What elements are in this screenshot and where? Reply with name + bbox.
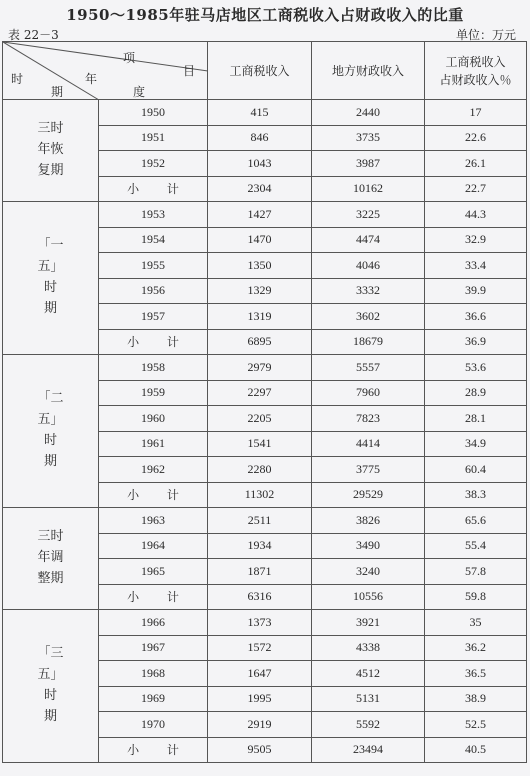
ratio-cell: 65.6 — [425, 508, 527, 534]
fiscal-revenue-cell: 5131 — [312, 686, 425, 712]
header-corner-shi: 时 — [11, 72, 24, 86]
subtotal-ratio-cell: 59.8 — [425, 584, 527, 610]
tax-revenue-cell: 2511 — [208, 508, 312, 534]
subtotal-ratio-cell: 22.7 — [425, 176, 527, 202]
year-cell: 1968 — [99, 661, 208, 687]
subtotal-label: 小 计 — [99, 482, 208, 508]
header-corner-nian: 年 — [85, 72, 98, 86]
header-corner-mu: 目 — [183, 64, 196, 78]
period-label — [3, 100, 99, 202]
year-cell: 1956 — [99, 278, 208, 304]
subtotal-tax-cell: 11302 — [208, 482, 312, 508]
ratio-cell: 55.4 — [425, 533, 527, 559]
header-diagonal-lines — [3, 42, 208, 100]
period-label-line: 期 — [43, 453, 57, 469]
tax-revenue-cell: 1470 — [208, 227, 312, 253]
fiscal-revenue-cell: 3602 — [312, 304, 425, 330]
ratio-cell: 34.9 — [425, 431, 527, 457]
tax-revenue-cell: 1541 — [208, 431, 312, 457]
tax-revenue-cell: 2280 — [208, 457, 312, 483]
tax-revenue-cell: 2979 — [208, 355, 312, 381]
period-label-line: 复期 — [37, 162, 64, 178]
table-row — [3, 202, 527, 228]
year-cell: 1966 — [99, 610, 208, 636]
year-cell: 1957 — [99, 304, 208, 330]
tax-revenue-cell: 1329 — [208, 278, 312, 304]
period-label-line: 「一 — [37, 238, 64, 254]
period-label-line: 期 — [43, 300, 57, 316]
tax-revenue-cell: 1572 — [208, 635, 312, 661]
header-corner-qi: 期 — [51, 85, 64, 99]
tax-revenue-cell: 2919 — [208, 712, 312, 738]
period-label-line: 五」 — [37, 667, 64, 683]
tax-revenue-cell: 1043 — [208, 151, 312, 177]
revenue-table — [2, 41, 527, 763]
year-cell: 1951 — [99, 125, 208, 151]
period-label-line: 年调 — [37, 550, 64, 566]
unit-label: 单位：万元 — [455, 28, 516, 42]
ratio-cell: 22.6 — [425, 125, 527, 151]
year-cell: 1952 — [99, 151, 208, 177]
tax-revenue-cell: 415 — [208, 100, 312, 126]
ratio-cell: 33.4 — [425, 253, 527, 279]
year-cell: 1960 — [99, 406, 208, 432]
header-corner-xiang: 项 — [123, 51, 136, 65]
subtotal-fiscal-cell: 10162 — [312, 176, 425, 202]
fiscal-revenue-cell: 3826 — [312, 508, 425, 534]
subtotal-tax-cell: 9505 — [208, 737, 312, 763]
ratio-cell: 35 — [425, 610, 527, 636]
ratio-cell: 26.1 — [425, 151, 527, 177]
period-label-line: 五」 — [37, 412, 64, 428]
year-cell: 1967 — [99, 635, 208, 661]
table-row — [3, 508, 527, 534]
tax-revenue-cell: 1995 — [208, 686, 312, 712]
ratio-cell: 36.5 — [425, 661, 527, 687]
header-tax-ratio-line1: 工商税收入 — [445, 54, 506, 69]
header-row — [3, 42, 527, 100]
period-label — [3, 508, 99, 610]
subtotal-tax-cell: 6895 — [208, 329, 312, 355]
ratio-cell: 39.9 — [425, 278, 527, 304]
page-title: 1950～1985年驻马店地区工商税收入占财政收入的比重 — [66, 6, 464, 24]
fiscal-revenue-cell: 7823 — [312, 406, 425, 432]
fiscal-revenue-cell: 4474 — [312, 227, 425, 253]
fiscal-revenue-cell: 3225 — [312, 202, 425, 228]
year-cell: 1965 — [99, 559, 208, 585]
period-label-line: 三时 — [37, 121, 64, 137]
year-cell: 1970 — [99, 712, 208, 738]
period-label — [3, 610, 99, 763]
ratio-cell: 36.2 — [425, 635, 527, 661]
fiscal-revenue-cell: 7960 — [312, 380, 425, 406]
year-cell: 1961 — [99, 431, 208, 457]
fiscal-revenue-cell: 5557 — [312, 355, 425, 381]
fiscal-revenue-cell: 5592 — [312, 712, 425, 738]
header-corner-du: 度 — [133, 85, 146, 99]
period-label-line: 时 — [43, 688, 57, 703]
tax-revenue-cell: 1350 — [208, 253, 312, 279]
subtotal-label: 小 计 — [99, 176, 208, 202]
table-row — [3, 355, 527, 381]
subtotal-tax-cell: 6316 — [208, 584, 312, 610]
subtotal-fiscal-cell: 10556 — [312, 584, 425, 610]
ratio-cell: 52.5 — [425, 712, 527, 738]
tax-revenue-cell: 1934 — [208, 533, 312, 559]
tax-revenue-cell: 1871 — [208, 559, 312, 585]
period-label-line: 时 — [43, 433, 57, 448]
subtotal-fiscal-cell: 23494 — [312, 737, 425, 763]
tax-revenue-cell: 846 — [208, 125, 312, 151]
subtotal-ratio-cell: 40.5 — [425, 737, 527, 763]
ratio-cell: 57.8 — [425, 559, 527, 585]
table-row — [3, 100, 527, 126]
year-cell: 1959 — [99, 380, 208, 406]
year-cell: 1950 — [99, 100, 208, 126]
tax-revenue-cell: 1373 — [208, 610, 312, 636]
year-cell: 1953 — [99, 202, 208, 228]
tax-revenue-cell: 1427 — [208, 202, 312, 228]
year-cell: 1955 — [99, 253, 208, 279]
ratio-cell: 28.9 — [425, 380, 527, 406]
period-label-line: 三时 — [37, 529, 64, 545]
ratio-cell: 38.9 — [425, 686, 527, 712]
header-local-fiscal-revenue: 地方财政收入 — [312, 42, 425, 100]
header-corner-cell — [3, 42, 208, 100]
fiscal-revenue-cell: 3921 — [312, 610, 425, 636]
period-label-line: 「三 — [37, 646, 64, 662]
fiscal-revenue-cell: 3332 — [312, 278, 425, 304]
fiscal-revenue-cell: 2440 — [312, 100, 425, 126]
year-cell: 1964 — [99, 533, 208, 559]
ratio-cell: 53.6 — [425, 355, 527, 381]
period-label-line: 「二 — [37, 391, 64, 407]
tax-revenue-cell: 2297 — [208, 380, 312, 406]
subtotal-label: 小 计 — [99, 584, 208, 610]
fiscal-revenue-cell: 4046 — [312, 253, 425, 279]
period-label-line: 五」 — [37, 259, 64, 275]
header-tax-ratio — [425, 42, 527, 100]
ratio-cell: 60.4 — [425, 457, 527, 483]
subtotal-fiscal-cell: 29529 — [312, 482, 425, 508]
fiscal-revenue-cell: 4338 — [312, 635, 425, 661]
table-row — [3, 610, 527, 636]
header-tax-revenue: 工商税收入 — [208, 42, 312, 100]
year-cell: 1969 — [99, 686, 208, 712]
year-cell: 1954 — [99, 227, 208, 253]
period-label-line: 整期 — [37, 570, 64, 586]
header-tax-ratio-line2: 占财政收入％ — [439, 72, 512, 87]
fiscal-revenue-cell: 3735 — [312, 125, 425, 151]
year-cell: 1962 — [99, 457, 208, 483]
fiscal-revenue-cell: 3775 — [312, 457, 425, 483]
period-label-line: 期 — [43, 708, 57, 724]
period-label — [3, 355, 99, 508]
period-label — [3, 202, 99, 355]
ratio-cell: 32.9 — [425, 227, 527, 253]
fiscal-revenue-cell: 3240 — [312, 559, 425, 585]
subtotal-ratio-cell: 36.9 — [425, 329, 527, 355]
fiscal-revenue-cell: 3987 — [312, 151, 425, 177]
ratio-cell: 36.6 — [425, 304, 527, 330]
ratio-cell: 17 — [425, 100, 527, 126]
subtotal-ratio-cell: 38.3 — [425, 482, 527, 508]
subtotal-fiscal-cell: 18679 — [312, 329, 425, 355]
table-number: 表 22－3 — [8, 28, 59, 42]
fiscal-revenue-cell: 3490 — [312, 533, 425, 559]
tax-revenue-cell: 1319 — [208, 304, 312, 330]
ratio-cell: 44.3 — [425, 202, 527, 228]
tax-revenue-cell: 1647 — [208, 661, 312, 687]
period-label-line: 年恢 — [37, 142, 64, 158]
subtotal-tax-cell: 2304 — [208, 176, 312, 202]
fiscal-revenue-cell: 4414 — [312, 431, 425, 457]
subtotal-label: 小 计 — [99, 737, 208, 763]
fiscal-revenue-cell: 4512 — [312, 661, 425, 687]
period-label-line: 时 — [43, 280, 57, 295]
ratio-cell: 28.1 — [425, 406, 527, 432]
year-cell: 1958 — [99, 355, 208, 381]
tax-revenue-cell: 2205 — [208, 406, 312, 432]
year-cell: 1963 — [99, 508, 208, 534]
subtotal-label: 小 计 — [99, 329, 208, 355]
